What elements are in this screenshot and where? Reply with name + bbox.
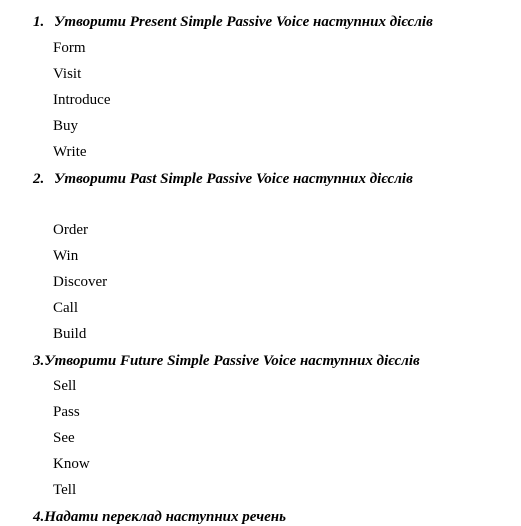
section-1-item-5: Write [53,144,87,160]
section-2-item-2: Win [53,248,79,264]
section-1-item-4: Buy [53,118,79,134]
section-1-item-2: Visit [53,66,82,82]
section-2-heading [33,170,413,188]
section-2-item-3: Discover [53,274,108,290]
section-3-item-3: See [53,430,75,446]
section-2-item-5: Build [53,326,87,342]
section-3-item-4: Know [53,456,90,472]
section-4-number: 4. [33,509,45,525]
section-4-heading [33,508,286,526]
section-1-item-3: Introduce [53,92,111,108]
section-3-item-2: Pass [53,404,80,420]
section-1-item-1: Form [53,40,86,56]
section-1-number: 1. [33,14,45,30]
section-2-number: 2. [33,171,45,187]
section-4-title: Надати переклад наступних речень [44,509,286,525]
section-2-title: Утворити Past Simple Passive Voice наступних дієслів [54,171,413,187]
section-3-item-5: Tell [53,482,77,498]
section-3-item-1: Sell [53,378,77,394]
section-2-item-4: Call [53,300,78,316]
section-1-heading [33,13,433,31]
section-3-heading [33,352,420,370]
section-1-title: Утворити Present Simple Passive Voice наступних дієслів [54,14,433,30]
section-3-number: 3. [33,353,45,369]
section-3-title: Утворити Future Simple Passive Voice наступних дієслів [44,353,420,369]
section-2-item-1: Order [53,222,88,238]
